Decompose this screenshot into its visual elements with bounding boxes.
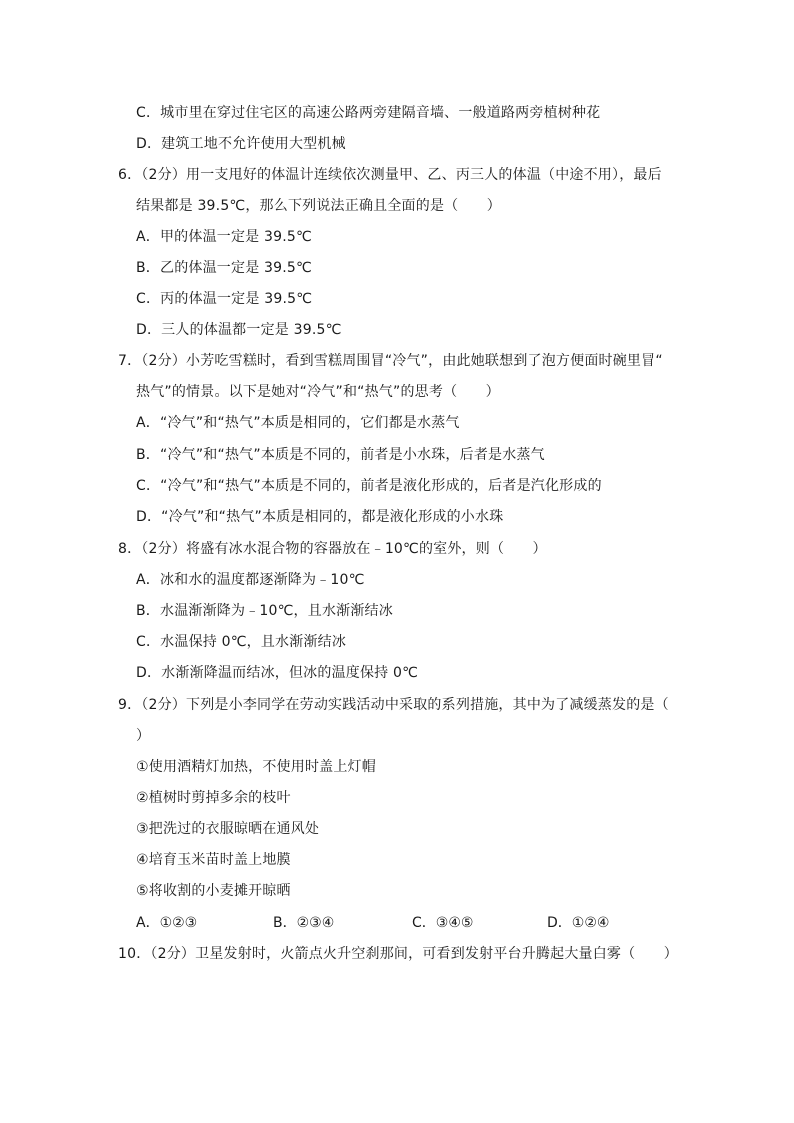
q8-option-d: D．水渐渐降温而结冰，但冰的温度保持 0℃ <box>136 665 419 681</box>
q9-stem-line1: 9．（2分）下列是小李同学在劳动实践活动中采取的系列措施，其中为了减缓蒸发的是（ <box>118 697 669 713</box>
q6-option-c: C．丙的体温一定是 39.5℃ <box>136 291 313 307</box>
q9-choice-d: D．①②④ <box>547 915 610 931</box>
q8-option-a: A．冰和水的温度都逐渐降为﹣10℃ <box>136 572 365 588</box>
q9-choice-a: A．①②③ <box>136 915 198 931</box>
q6-option-a: A．甲的体温一定是 39.5℃ <box>136 229 312 245</box>
q8-stem-line1: 8．（2分）将盛有冰水混合物的容器放在﹣10℃的室外，则（ ） <box>118 541 547 557</box>
q9-item-4: ④培育玉米苗时盖上地膜 <box>136 852 291 868</box>
q8-option-b: B．水温渐渐降为﹣10℃，且水渐渐结冰 <box>136 603 393 619</box>
q9-item-3: ③把洗过的衣服晾晒在通风处 <box>136 821 320 837</box>
q8-option-c: C．水温保持 0℃，且水渐渐结冰 <box>136 634 347 650</box>
q9-choice-c: C．③④⑤ <box>412 915 474 931</box>
q7-option-d: D．“冷气”和“热气”本质是相同的，都是液化形成的小水珠 <box>136 509 504 525</box>
q6-option-b: B．乙的体温一定是 39.5℃ <box>136 260 312 276</box>
q9-stem-line2: ） <box>136 728 151 744</box>
q9-item-5: ⑤将收割的小麦摊开晾晒 <box>136 883 291 899</box>
q7-stem-line2: 热气”的情景。以下是她对“冷气”和“热气”的思考（ ） <box>136 384 500 400</box>
q9-item-1: ①使用酒精灯加热，不使用时盖上灯帽 <box>136 759 376 775</box>
q7-option-a: A．“冷气”和“热气”本质是相同的，它们都是水蒸气 <box>136 415 460 431</box>
q5-option-c: C．城市里在穿过住宅区的高速公路两旁建隔音墙、一般道路两旁植树种花 <box>136 105 601 121</box>
q7-stem-line1: 7．（2分）小芳吃雪糕时，看到雪糕周围冒“冷气”，由此她联想到了泡方便面时碗里冒“ <box>118 353 663 369</box>
q6-stem-line1: 6．（2分）用一支甩好的体温计连续依次测量甲、乙、丙三人的体温（中途不用），最后 <box>118 167 662 183</box>
q6-stem-line2: 结果都是 39.5℃，那么下列说法正确且全面的是（ ） <box>136 198 501 214</box>
q7-option-b: B．“冷气”和“热气”本质是不同的，前者是小水珠，后者是水蒸气 <box>136 447 545 463</box>
q7-option-c: C．“冷气”和“热气”本质是不同的，前者是液化形成的，后者是汽化形成的 <box>136 478 602 494</box>
q10-stem-line1: 10．（2分）卫星发射时，火箭点火升空刹那间，可看到发射平台升腾起大量白雾（ ） <box>118 946 678 962</box>
q6-option-d: D．三人的体温都一定是 39.5℃ <box>136 322 342 338</box>
q5-option-d: D．建筑工地不允许使用大型机械 <box>136 136 346 152</box>
q9-item-2: ②植树时剪掉多余的枝叶 <box>136 790 291 806</box>
q9-choice-b: B．②③④ <box>273 915 335 931</box>
